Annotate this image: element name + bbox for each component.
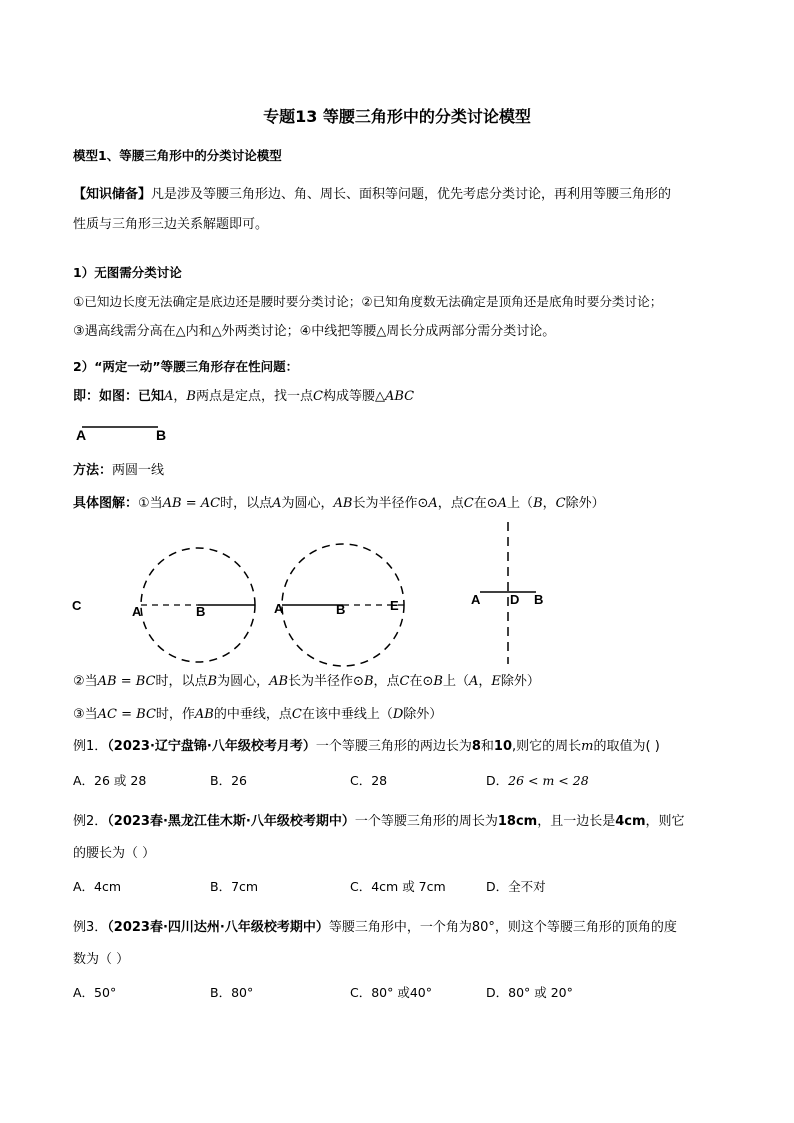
example2-option-d[interactable]: D．全不对: [486, 879, 546, 894]
fig1-label-c: C: [72, 598, 82, 613]
section1-line-1: ①已知边长度无法确定是底边还是腰时要分类讨论；②已知角度数无法确定是顶角还是底角时要分类讨论；: [73, 294, 663, 309]
method-line: 方法：两圆一线: [73, 463, 165, 478]
fig3-label-b: B: [534, 592, 544, 607]
example3-option-d[interactable]: D．80° 或 20°: [486, 985, 573, 1000]
case3-line: ③当AC = BC时，作AB的中垂线，点C在该中垂线上（D除外）: [73, 707, 443, 722]
figure-circle-b: [274, 544, 404, 666]
case2-line: ②当AB = BC时，以点B为圆心，AB长为半径作⊙B，点C在⊙B上（A，E除外）: [73, 674, 540, 689]
detail-line: 具体图解：①当AB = AC时，以点A为圆心，AB长为半径作⊙A，点C在⊙A上（B，C除外）: [73, 496, 605, 511]
construction-figures: [60, 522, 580, 667]
example2-option-b[interactable]: B．7cm: [210, 879, 259, 894]
knowledge-tag: 【知识储备】: [73, 187, 152, 202]
fig3-label-a: A: [471, 592, 481, 607]
example2-question-line-2: 的腰长为（ ）: [73, 846, 156, 861]
figure-perp-bisector: [471, 522, 543, 664]
example1-option-b[interactable]: B．26: [210, 773, 247, 788]
section2-heading: 2）“两定一动”等腰三角形存在性问题：: [73, 359, 299, 374]
model-heading: 模型1、等腰三角形中的分类讨论模型: [73, 148, 282, 163]
fig3-label-d: D: [510, 592, 520, 607]
example2-question-line-1: 例2．（2023春·黑龙江佳木斯·八年级校考期中）一个等腰三角形的周长为18cm，且一边长是4cm，则它: [73, 814, 685, 829]
example1-question: 例1．（2023·辽宁盘锦·八年级校考月考）一个等腰三角形的两边长为8和10,则它的周长m的取值为( ): [73, 739, 660, 754]
example2-option-a[interactable]: A．4cm: [73, 879, 122, 894]
fig2-label-a: A: [274, 601, 284, 616]
fig2-label-e: E: [390, 598, 399, 613]
segment-ab-figure: [70, 418, 180, 448]
section1-heading: 1）无图需分类讨论: [73, 265, 182, 280]
figure-circle-a: [72, 548, 255, 662]
example1-option-a[interactable]: A．26 或 28: [73, 773, 147, 788]
example1-option-c[interactable]: C．28: [350, 773, 388, 788]
section1-line-2: ③遇高线需分高在△内和△外两类讨论；④中线把等腰△周长分成两部分需分类讨论。: [73, 324, 556, 339]
knowledge-line-1: 【知识储备】凡是涉及等腰三角形边、角、周长、面积等问题，优先考虑分类讨论，再利用等腰三角形的: [73, 187, 672, 202]
knowledge-line-2: 性质与三角形三边关系解题即可。: [73, 217, 269, 232]
example1-option-d[interactable]: D．26 < m < 28: [486, 773, 589, 788]
example3-option-b[interactable]: B．80°: [210, 985, 254, 1000]
example3-option-c[interactable]: C．80° 或40°: [350, 985, 433, 1000]
fig1-label-a: A: [132, 604, 142, 619]
page-title: 专题13 等腰三角形中的分类讨论模型: [263, 107, 531, 126]
example3-question-line-1: 例3．（2023春·四川达州·八年级校考期中）等腰三角形中，一个角为80°，则这个等腰三角形的顶角的度: [73, 920, 677, 935]
label-a: A: [76, 427, 87, 443]
section2-intro: 即：如图：已知A，B两点是定点，找一点C构成等腰△ABC: [73, 389, 415, 404]
example3-question-line-2: 数为（ ）: [73, 952, 130, 967]
fig1-label-b: B: [196, 604, 206, 619]
fig2-label-b: B: [336, 602, 346, 617]
example2-option-c[interactable]: C．4cm 或 7cm: [350, 879, 446, 894]
label-b: B: [156, 427, 167, 443]
example3-option-a[interactable]: A．50°: [73, 985, 117, 1000]
